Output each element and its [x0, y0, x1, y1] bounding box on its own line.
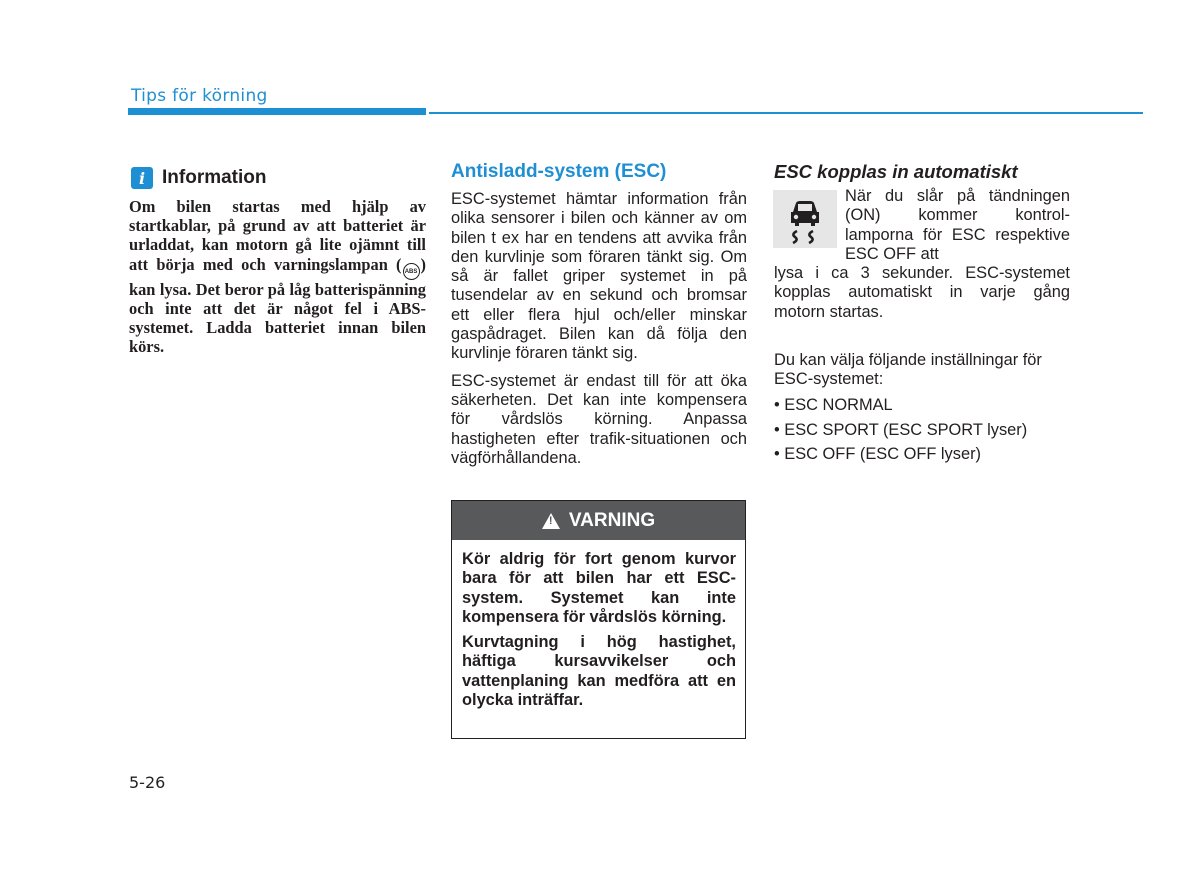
warning-header: [452, 501, 745, 540]
esc-indicator-icon: [773, 190, 837, 248]
warning-paragraph: Kurvtagning i hög hastighet, häftiga kursavvikelser och vattenplaning kan medföra att en olycka inträffar.: [462, 633, 736, 710]
warning-paragraph: Kör aldrig för fort genom kurvor bara för att bilen har ett ESC-system. Systemet kan inte kompensera för vårdslös körning.: [462, 550, 736, 626]
page-number: 5-26: [129, 773, 166, 792]
abs-warning-icon: ABS: [403, 263, 420, 280]
esc-paragraph: ESC-systemet hämtar information från olika sensorer i bilen och känner av om bilen t ex har en tendens att avvika från den kurvlinje som föraren tänkt sig. Om så är fallet griper systemet in på tusendelar av en sekund och bromsar ett eller flera hjul och/eller minskar gaspådraget. Bilen kan då följa den kurvlinje föraren tänkt sig.: [451, 190, 747, 363]
settings-intro: Du kan välja följande inställningar för ESC-systemet:: [774, 351, 1042, 389]
info-body: [129, 197, 426, 356]
esc-paragraph: ESC-systemet är endast till för att öka säkerheten. Det kan inte kompensera för vårdslös körning. Anpassa hastigheten efter trafik-situationen och vägförhållandena.: [451, 371, 747, 467]
section-title: Tips för körning: [131, 86, 268, 106]
list-item: • ESC SPORT (ESC SPORT lyser): [774, 420, 1028, 439]
option-esc-sport: ESC SPORT (ESC SPORT lyser): [784, 420, 1028, 439]
settings-list: [774, 393, 1027, 467]
warning-triangle-icon: !: [542, 513, 560, 529]
header-accent-bar: [128, 108, 426, 115]
info-icon: i: [131, 167, 153, 189]
info-text-after: ) kan lysa. Det beror på låg batterispänning och inte att det är något fel i ABS-systemet. Ladda batteriet innan bilen körs.: [129, 254, 426, 357]
esc-section-title: Antisladd-system (ESC): [451, 161, 667, 182]
header-rule: [429, 112, 1143, 114]
auto-text-a: När du slår på tändningen (ON) kommer kontrol-lamporna för ESC respektive ESC OFF att: [845, 187, 1070, 263]
esc-section-body: [451, 190, 747, 476]
auto-section-title: ESC kopplas in automatiskt: [774, 161, 1018, 182]
option-esc-off: ESC OFF (ESC OFF lyser): [784, 445, 981, 463]
option-esc-normal: ESC NORMAL: [784, 396, 893, 414]
warning-box: [451, 500, 746, 739]
info-heading: [131, 167, 267, 189]
warning-title: VARNING: [568, 509, 656, 531]
info-title: Information: [162, 167, 267, 188]
list-item: • ESC OFF (ESC OFF lyser): [774, 445, 981, 463]
list-item: • ESC NORMAL: [774, 396, 893, 414]
warning-body: [452, 540, 745, 710]
auto-text-b: lysa i ca 3 sekunder. ESC-systemet kopplas automatiskt in varje gång motorn startas.: [774, 264, 1070, 321]
info-text-before: Om bilen startas med hjälp av startkablar, på grund av att batteriet är urladdat, kan motorn gå lite ojämnt till att börja med och varningslampan (: [129, 197, 426, 274]
